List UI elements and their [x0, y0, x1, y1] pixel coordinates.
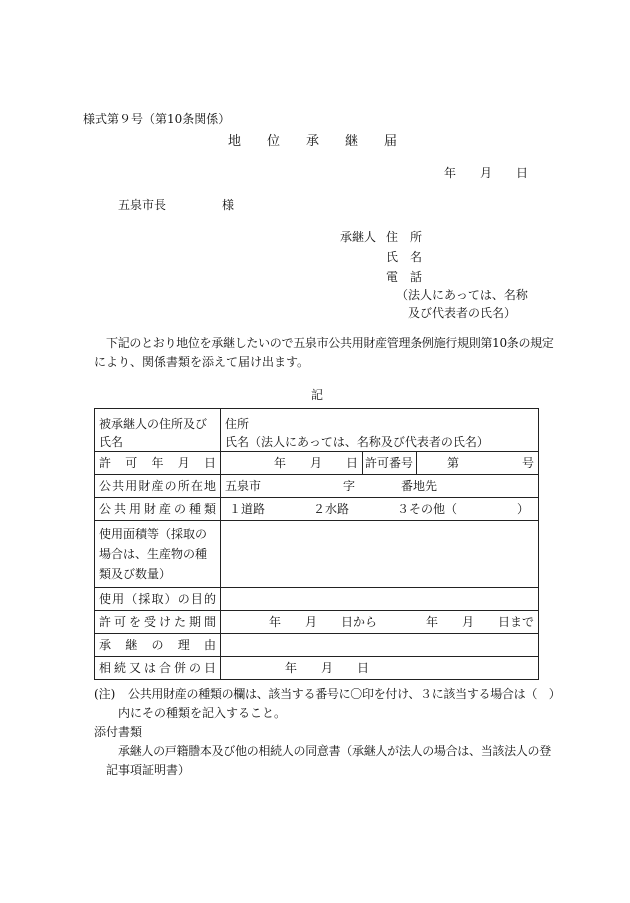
predecessor-name-label: 氏名（法人にあっては、名称及び代表者の氏名）: [225, 435, 489, 449]
corporate-note-1: （法人にあっては、名称: [396, 288, 528, 302]
area-label: 使用面積等（採取の場合は、生産物の種類及び数量）: [95, 521, 221, 588]
date-line: 年 月 日: [444, 166, 529, 180]
body-line-1: 下記のとおり地位を承継したいので五泉市公共用財産管理条例施行規則第10条の規定: [106, 336, 554, 350]
permit-number-suffix: 号: [522, 455, 535, 470]
form-number: 様式第９号（第10条関係）: [83, 112, 231, 126]
note-line-1: 公共用財産の種類の欄は、該当する番号に〇印を付け、３に該当する場合は（ ）: [128, 687, 561, 701]
inherit-label: 相続又は合併の日: [95, 657, 221, 680]
addressee-honorific: 様: [222, 198, 235, 212]
attachments-heading: 添付書類: [94, 725, 143, 739]
period-value[interactable]: [221, 611, 539, 634]
location-aza: 字: [343, 478, 356, 493]
row-inherit: [95, 657, 539, 680]
row-location: [95, 475, 539, 498]
kind-option-other[interactable]: ３その他（ ）: [397, 501, 530, 516]
row-period: [95, 611, 539, 634]
attachments-line-1: 承継人の戸籍謄本及び他の相続人の同意書（承継人が法人の場合は、当該法人の登: [118, 744, 551, 758]
attachments-line-2: 記事項証明書）: [106, 763, 191, 777]
inherit-date: 年 月 日: [285, 660, 370, 675]
permit-date-value[interactable]: 年 月 日: [221, 452, 363, 475]
inherit-value[interactable]: [221, 657, 539, 680]
ki-mark: 記: [311, 388, 324, 402]
successor-label: 承継人: [340, 230, 377, 244]
addressee: 五泉市長: [118, 198, 167, 212]
kind-label: 公共用財産の種類: [95, 498, 221, 521]
reason-value[interactable]: [221, 634, 539, 657]
note-mark: (注): [94, 687, 116, 701]
kind-option-road[interactable]: １道路: [229, 501, 266, 516]
permit-date-label: 許 可 年 月 日: [95, 452, 221, 475]
kind-value[interactable]: [221, 498, 539, 521]
row-kind: [95, 498, 539, 521]
predecessor-value[interactable]: [221, 409, 539, 452]
row-permit-date: [95, 452, 539, 475]
row-reason: [95, 634, 539, 657]
kind-option-waterway[interactable]: ２水路: [313, 501, 350, 516]
period-to: 年 月 日まで: [426, 614, 535, 629]
location-city: 五泉市: [225, 478, 262, 493]
location-value[interactable]: [221, 475, 539, 498]
permit-number-label: 許可番号: [363, 452, 417, 475]
address-label: 住 所: [386, 230, 423, 244]
body-line-2: により、関係書類を添えて届け出ます。: [94, 355, 310, 369]
phone-label: 電 話: [386, 270, 423, 284]
purpose-value[interactable]: [221, 588, 539, 611]
name-label: 氏 名: [386, 250, 423, 264]
predecessor-label: 被承継人の住所及び氏名: [95, 409, 221, 452]
permit-number-value[interactable]: [417, 452, 539, 475]
form-title: 地 位 承 継 届: [228, 134, 398, 149]
note-line-2: 内にその種類を記入すること。: [118, 706, 287, 720]
row-purpose: [95, 588, 539, 611]
area-value[interactable]: [221, 521, 539, 588]
location-banchi: 番地先: [401, 478, 438, 493]
predecessor-address-label: 住所: [225, 417, 250, 431]
corporate-note-2: 及び代表者の氏名）: [408, 306, 517, 320]
row-area: [95, 521, 539, 588]
period-from: 年 月 日から: [269, 614, 378, 629]
details-table: [94, 408, 539, 680]
location-label: 公共用財産の所在地: [95, 475, 221, 498]
purpose-label: 使用（採取）の目的: [95, 588, 221, 611]
row-predecessor: [95, 409, 539, 452]
period-label: 許可を受けた期間: [95, 611, 221, 634]
reason-label: 承 継 の 理 由: [95, 634, 221, 657]
permit-number-prefix: 第: [447, 455, 460, 470]
